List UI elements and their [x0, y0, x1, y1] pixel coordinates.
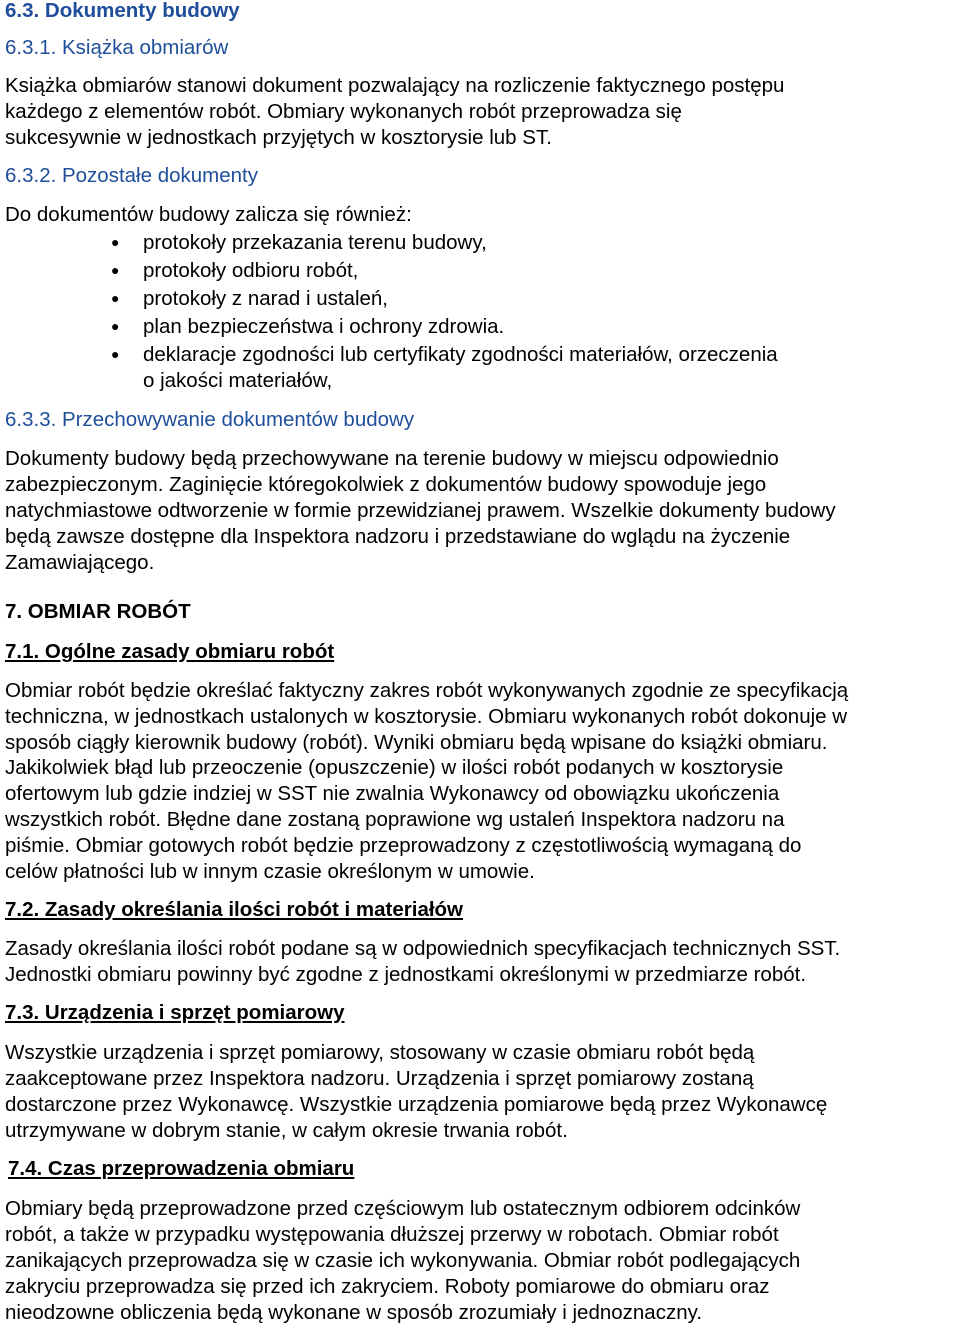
- paragraph-line: robót, a także w przypadku występowania dłuższej przerwy w robotach. Obmiar robót: [5, 1223, 779, 1246]
- bullet-icon: ●: [111, 234, 120, 250]
- paragraph-line: natychmiastowe odtworzenie w formie przewidzianej prawem. Wszelkie dokumenty budowy: [5, 499, 836, 522]
- list-item: protokoły z narad i ustaleń,: [143, 287, 388, 310]
- list-intro: Do dokumentów budowy zalicza się również:: [5, 203, 412, 226]
- paragraph-line: Obmiary będą przeprowadzone przed częściowym lub ostatecznym odbiorem odcinków: [5, 1197, 801, 1220]
- list-item-continuation: o jakości materiałów,: [143, 369, 333, 392]
- paragraph-line: piśmie. Obmiar gotowych robót będzie przeprowadzony z częstotliwością wymaganą do: [5, 834, 802, 857]
- paragraph-line: utrzymywane w dobrym stanie, w całym okresie trwania robót.: [5, 1119, 568, 1142]
- list-item: protokoły odbioru robót,: [143, 259, 359, 282]
- paragraph-line: Obmiar robót będzie określać faktyczny zakres robót wykonywanych zgodnie ze specyfikacją: [5, 679, 849, 702]
- section-heading-7-4: 7.4. Czas przeprowadzenia obmiaru: [8, 1157, 355, 1180]
- section-heading-6-3: 6.3. Dokumenty budowy: [5, 0, 240, 22]
- section-heading-7-2: 7.2. Zasady określania ilości robót i materiałów: [5, 898, 464, 921]
- paragraph-line: zakryciu przeprowadza się przed ich zakryciem. Roboty pomiarowe do obmiaru oraz: [5, 1275, 770, 1298]
- section-heading-6-3-1: 6.3.1. Książka obmiarów: [5, 36, 229, 59]
- paragraph-line: wszystkich robót. Błędne dane zostaną poprawione wg ustaleń Inspektora nadzoru na: [5, 808, 785, 831]
- paragraph-line: Zasady określania ilości robót podane są w odpowiednich specyfikacjach technicznych SST.: [5, 937, 841, 960]
- section-heading-6-3-3: 6.3.3. Przechowywanie dokumentów budowy: [5, 408, 415, 431]
- paragraph-line: będą zawsze dostępne dla Inspektora nadzoru i przedstawiane do wglądu na życzenie: [5, 525, 791, 548]
- paragraph-line: nieodzowne obliczenia będą wykonane w sposób zrozumiały i jednoznaczny.: [5, 1301, 703, 1324]
- paragraph-line: każdego z elementów robót. Obmiary wykonanych robót przeprowadza się: [5, 100, 682, 123]
- bullet-icon: ●: [111, 346, 120, 362]
- list-item: deklaracje zgodności lub certyfikaty zgodności materiałów, orzeczenia: [143, 343, 778, 366]
- section-heading-6-3-2: 6.3.2. Pozostałe dokumenty: [5, 164, 258, 187]
- section-heading-7: 7. OBMIAR ROBÓT: [5, 600, 191, 623]
- paragraph-line: zaakceptowane przez Inspektora nadzoru. Urządzenia i sprzęt pomiarowy zostaną: [5, 1067, 754, 1090]
- paragraph-line: Jakikolwiek błąd lub przeoczenie (opuszczenie) w ilości robót podanych w kosztorysie: [5, 756, 784, 779]
- paragraph-line: Książka obmiarów stanowi dokument pozwalający na rozliczenie faktycznego postępu: [5, 74, 785, 97]
- paragraph-line: Wszystkie urządzenia i sprzęt pomiarowy, stosowany w czasie obmiaru robót będą: [5, 1041, 755, 1064]
- paragraph-line: dostarczone przez Wykonawcę. Wszystkie urządzenia pomiarowe będą przez Wykonawcę: [5, 1093, 828, 1116]
- section-heading-7-1: 7.1. Ogólne zasady obmiaru robót: [5, 640, 335, 663]
- bullet-icon: ●: [111, 290, 120, 306]
- list-item: protokoły przekazania terenu budowy,: [143, 231, 487, 254]
- paragraph-line: zabezpieczonym. Zaginięcie któregokolwiek z dokumentów budowy spowoduje jego: [5, 473, 767, 496]
- paragraph-line: sposób ciągły kierownik budowy (robót). Wyniki obmiaru będą wpisane do książki obmiaru.: [5, 731, 828, 754]
- list-item: plan bezpieczeństwa i ochrony zdrowia.: [143, 315, 505, 338]
- bullet-icon: ●: [111, 262, 120, 278]
- paragraph-line: sukcesywnie w jednostkach przyjętych w kosztorysie lub ST.: [5, 126, 552, 149]
- section-heading-7-3: 7.3. Urządzenia i sprzęt pomiarowy: [5, 1001, 345, 1024]
- bullet-icon: ●: [111, 318, 120, 334]
- paragraph-line: Zamawiającego.: [5, 551, 155, 574]
- paragraph-line: Jednostki obmiaru powinny być zgodne z jednostkami określonymi w przedmiarze robót.: [5, 963, 807, 986]
- paragraph-line: celów płatności lub w innym czasie określonym w umowie.: [5, 860, 535, 883]
- paragraph-line: Dokumenty budowy będą przechowywane na terenie budowy w miejscu odpowiednio: [5, 447, 779, 470]
- paragraph-line: ofertowym lub gdzie indziej w SST nie zwalnia Wykonawcy od obowiązku ukończenia: [5, 782, 780, 805]
- paragraph-line: techniczna, w jednostkach ustalonych w kosztorysie. Obmiaru wykonanych robót dokonuje w: [5, 705, 848, 728]
- paragraph-line: zanikających przeprowadza się w czasie ich wykonywania. Obmiar robót podlegających: [5, 1249, 801, 1272]
